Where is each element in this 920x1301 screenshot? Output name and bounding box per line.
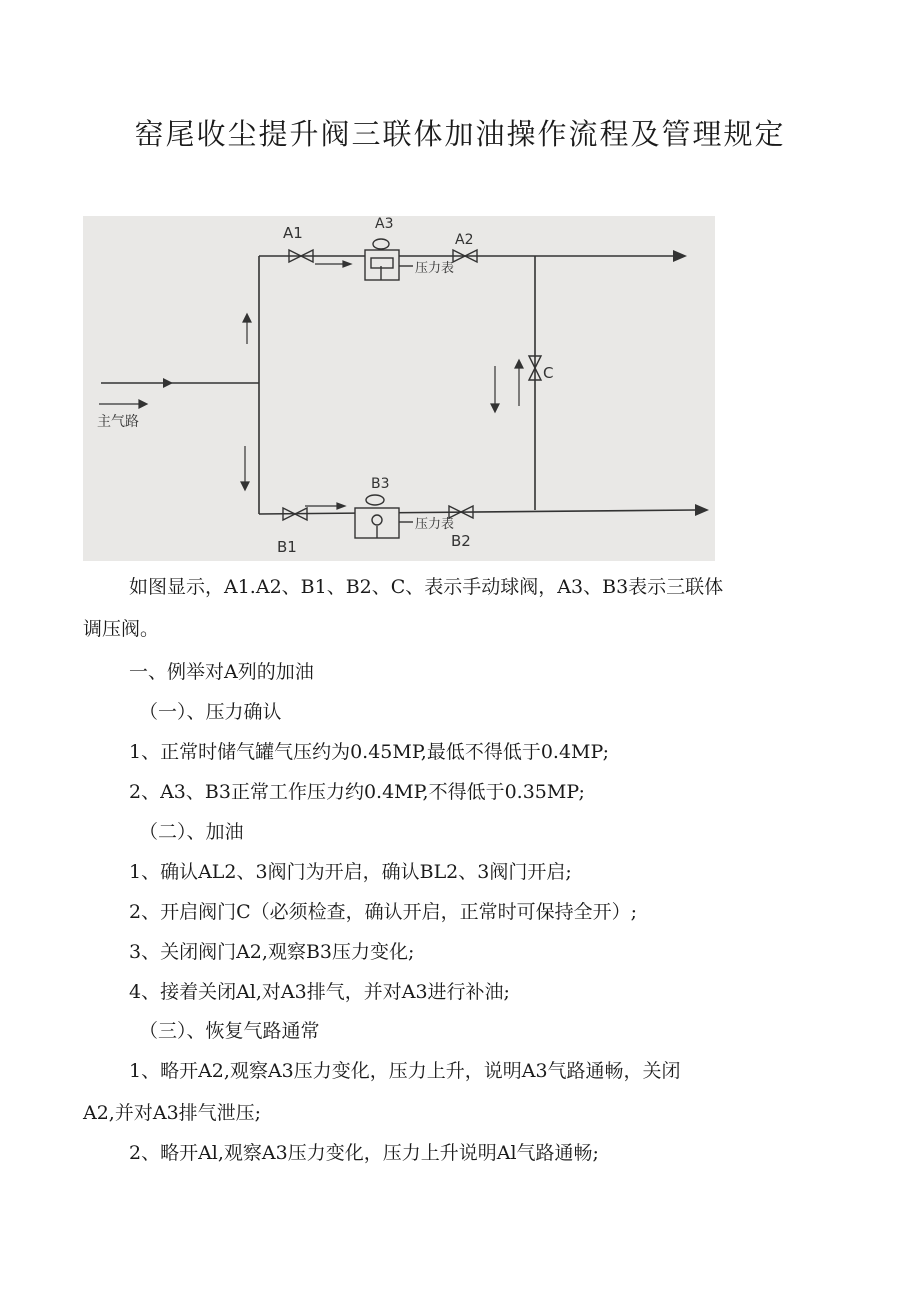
pneumatic-diagram bbox=[83, 216, 715, 561]
bottom-outlet-arrow bbox=[695, 504, 709, 516]
subsection-heading-2: （二）、加油 bbox=[139, 821, 244, 843]
subsection-heading-1: （一）、压力确认 bbox=[139, 701, 282, 723]
list-item-continued: A2,并对A3排气泄压; bbox=[83, 1102, 262, 1124]
page-title: 窑尾收尘提升阀三联体加油操作流程及管理规定 bbox=[134, 117, 786, 151]
regulator-a3-icon bbox=[365, 239, 413, 280]
regulator-b3-icon bbox=[355, 495, 413, 538]
paragraph-intro-2: 调压阀。 bbox=[83, 618, 160, 640]
pneumatic-diagram-figure bbox=[83, 216, 715, 561]
list-item: 3、关闭阀门A2,观察B3压力变化; bbox=[129, 941, 415, 963]
section-heading-1: 一、例举对A列的加油 bbox=[129, 661, 314, 683]
list-item: 1、确认AL2、3阀门为开启，确认BL2、3阀门开启; bbox=[129, 861, 572, 883]
label-a3: A3 bbox=[375, 216, 394, 232]
list-item: 1、正常时储气罐气压约为0.45MP,最低不得低于0.4MP; bbox=[129, 741, 610, 763]
paragraph-intro-1: 如图显示，A1.A2、B1、B2、C、表示手动球阀，A3、B3表示三联体 bbox=[129, 576, 724, 598]
label-b2: B2 bbox=[451, 532, 471, 550]
label-gauge-a: 压力表 bbox=[415, 261, 455, 276]
top-outlet-arrow bbox=[673, 250, 687, 262]
list-item: 2、A3、B3正常工作压力约0.4MP,不得低于0.35MP; bbox=[129, 781, 585, 803]
list-item: 1、略开A2,观察A3压力变化，压力上升，说明A3气路通畅，关闭 bbox=[129, 1060, 681, 1082]
label-c: C bbox=[543, 364, 554, 382]
label-gauge-b: 压力表 bbox=[415, 517, 455, 532]
inlet-arrow bbox=[163, 378, 173, 388]
subsection-heading-3: （三）、恢复气路通常 bbox=[139, 1020, 320, 1042]
label-b3: B3 bbox=[371, 476, 390, 492]
label-b1: B1 bbox=[277, 538, 297, 556]
list-item: 2、略开Al,观察A3压力变化，压力上升说明Al气路通畅; bbox=[129, 1142, 599, 1164]
label-main-line: 主气路 bbox=[97, 414, 139, 430]
list-item: 2、开启阀门C（必须检查，确认开启，正常时可保持全开）; bbox=[129, 901, 638, 923]
label-a2: A2 bbox=[455, 232, 474, 248]
bottom-branch-line bbox=[259, 510, 695, 514]
label-a1: A1 bbox=[283, 224, 303, 242]
list-item: 4、接着关闭Al,对A3排气，并对A3进行补油; bbox=[129, 981, 510, 1003]
